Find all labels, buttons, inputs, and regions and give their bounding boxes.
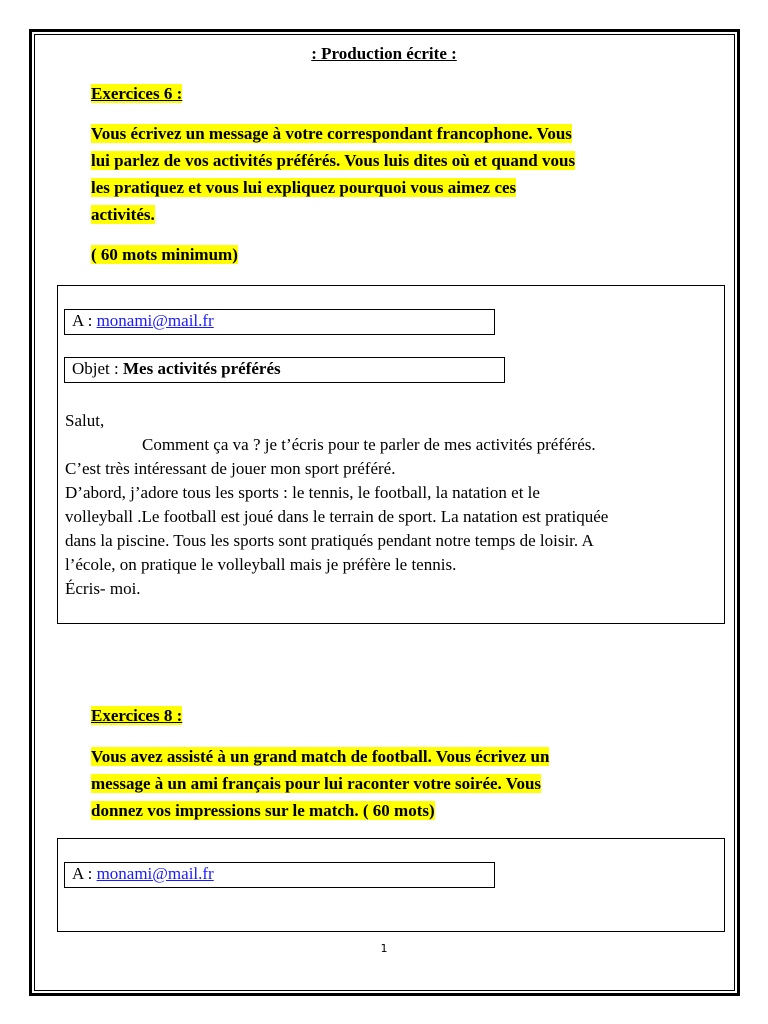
letter-line: volleyball .Le football est joué dans le terrain de sport. La natation est pratiquée [65, 507, 609, 526]
exercise-8-instructions [91, 743, 691, 824]
instruction-line: Vous avez assisté à un grand match de football. Vous écrivez un [91, 747, 550, 766]
letter-line: dans la piscine. Tous les sports sont pratiqués pendant notre temps de loisir. A [65, 531, 594, 550]
page-number: 1 [380, 942, 388, 955]
instruction-line: Vous écrivez un message à votre correspondant francophone. Vous [91, 124, 572, 143]
recipient-email-link[interactable]: monami@mail.fr [96, 311, 214, 330]
instruction-line: lui parlez de vos activités préférés. Vous luis dites où et quand vous [91, 151, 576, 170]
letter-line: C’est très intéressant de jouer mon sport préféré. [65, 459, 396, 478]
recipient-label: A : [72, 864, 97, 883]
instruction-line: activités. [91, 205, 155, 224]
instruction-line: les pratiquez et vous lui expliquez pourquoi vous aimez ces [91, 178, 517, 197]
letter-body [65, 409, 720, 601]
subject-field[interactable] [64, 357, 505, 383]
recipient-field-8[interactable] [64, 862, 495, 888]
recipient-field[interactable] [64, 309, 495, 335]
subject-label: Objet : [72, 359, 123, 378]
exercise-6-instructions [91, 120, 691, 228]
exercise-6-heading: Exercices 6 : [91, 84, 183, 103]
recipient-label: A : [72, 311, 97, 330]
letter-line: Salut, [65, 411, 105, 430]
exercise-8-heading: Exercices 8 : [91, 706, 183, 725]
word-count-requirement: ( 60 mots minimum) [91, 245, 238, 264]
letter-line: D’abord, j’adore tous les sports : le tennis, le football, la natation et le [65, 483, 540, 502]
recipient-email-link[interactable]: monami@mail.fr [96, 864, 214, 883]
instruction-line: message à un ami français pour lui raconter votre soirée. Vous [91, 774, 542, 793]
page-title: : Production écrite : [311, 44, 457, 63]
subject-value: Mes activités préférés [123, 359, 281, 378]
letter-line: l’école, on pratique le volleyball mais je préfère le tennis. [65, 555, 457, 574]
letter-line: Écris- moi. [65, 579, 141, 598]
letter-line: Comment ça va ? je t’écris pour te parler de mes activités préférés. [142, 435, 596, 454]
instruction-line: donnez vos impressions sur le match. ( 60 mots) [91, 801, 435, 820]
